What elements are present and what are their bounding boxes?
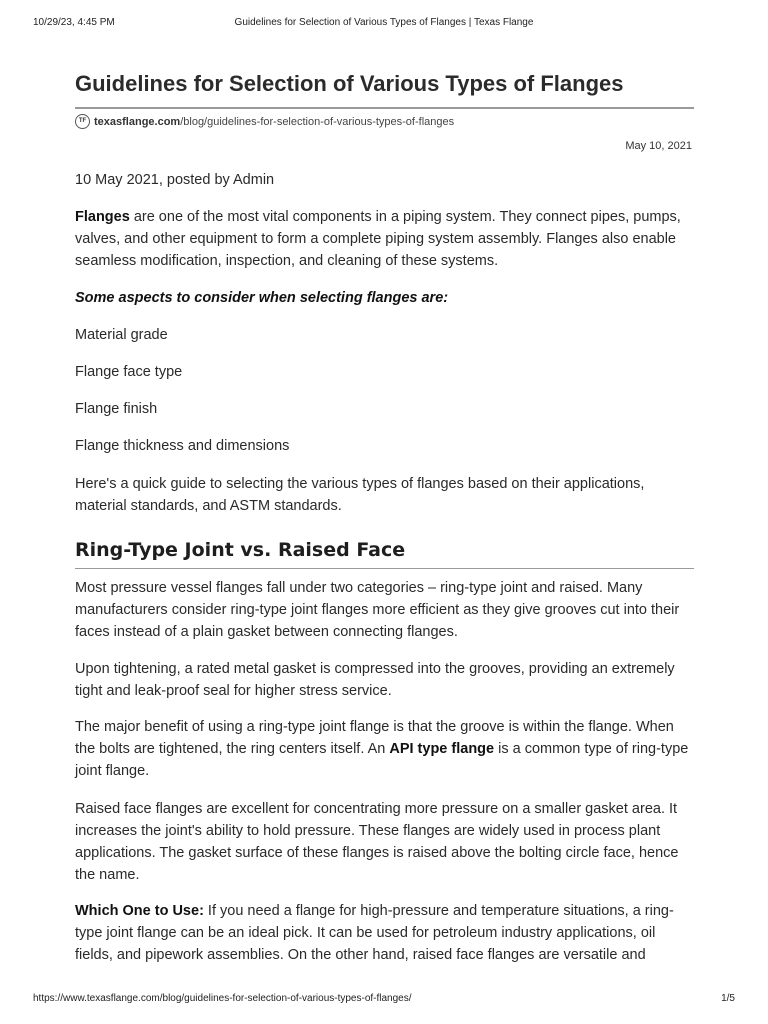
source-link[interactable] [75,113,454,131]
aspects-heading [75,287,697,309]
byline: 10 May 2021, posted by Admin [75,172,275,188]
page-number: 1/5 [721,993,735,1004]
api-type-flange-link[interactable]: API type flange [389,741,495,757]
print-page-title: Guidelines for Selection of Various Types of Flanges | Texas Flange [234,17,534,28]
article-title: Guidelines for Selection of Various Types of Flanges [75,71,624,96]
intro-bold-term: Flanges [75,209,130,225]
print-header [33,17,735,31]
print-url: https://www.texasflange.com/blog/guidelines-for-selection-of-various-types-of-flanges/ [33,993,412,1004]
section-heading: Ring-Type Joint vs. Raised Face [75,539,406,561]
paragraph [75,900,697,966]
paragraph: Upon tightening, a rated metal gasket is compressed into the grooves, providing an extremely tight and leak-proof seal for higher stress service. [75,661,675,699]
list-item: Flange face type [75,364,183,380]
paragraph [75,716,697,782]
print-footer [33,993,735,1007]
title-divider [75,107,694,109]
list-item: Flange thickness and dimensions [75,438,290,454]
publish-date: May 10, 2021 [625,140,692,152]
source-domain: texasflange.com [94,116,181,128]
which-one-label: Which One to Use: [75,903,204,919]
list-item: Material grade [75,327,168,343]
paragraph-text: If you need a flange for high-pressure and temperature situations, a ring-type joint flange can be an ideal pick. It can be used for petroleum industry applications, oil fields, and pipework assemblies. On the other hand, raised face flanges are versatile and [75,903,674,963]
paragraph: Most pressure vessel flanges fall under two categories – ring-type joint and raised. Many manufacturers consider ring-type joint flanges more efficient as they give grooves cut into their faces instead of a plain gasket between connecting flanges. [75,580,680,640]
paragraph: Raised face flanges are excellent for concentrating more pressure on a smaller gasket area. It increases the joint's ability to hold pressure. These flanges are widely used in process plant applications. The gasket surface of these flanges is raised above the bolting circle face, hence the name. [75,801,679,883]
guide-paragraph: Here's a quick guide to selecting the various types of flanges based on their applications, material standards, and ASTM standards. [75,476,645,514]
section-divider [75,568,694,569]
source-path: /blog/guidelines-for-selection-of-various-types-of-flanges [180,116,455,128]
intro-paragraph [75,206,697,272]
list-item: Flange finish [75,401,158,417]
intro-text: are one of the most vital components in a piping system. They connect pipes, pumps, valves, and other equipment to form a complete piping system assembly. Flanges also enable seamless modification, inspection, and cleaning of these systems. [75,209,681,269]
print-datetime: 10/29/23, 4:45 PM [33,17,115,28]
site-logo-icon: TF [75,114,90,129]
aspects-heading-text: Some aspects to consider when selecting flanges are: [75,290,449,306]
paragraph-text: is a common type of ring-type joint flange. [75,741,689,779]
paragraph-text: The major benefit of using a ring-type joint flange is that the groove is within the flange. When the bolts are tightened, the ring centers itself. An [75,719,674,757]
